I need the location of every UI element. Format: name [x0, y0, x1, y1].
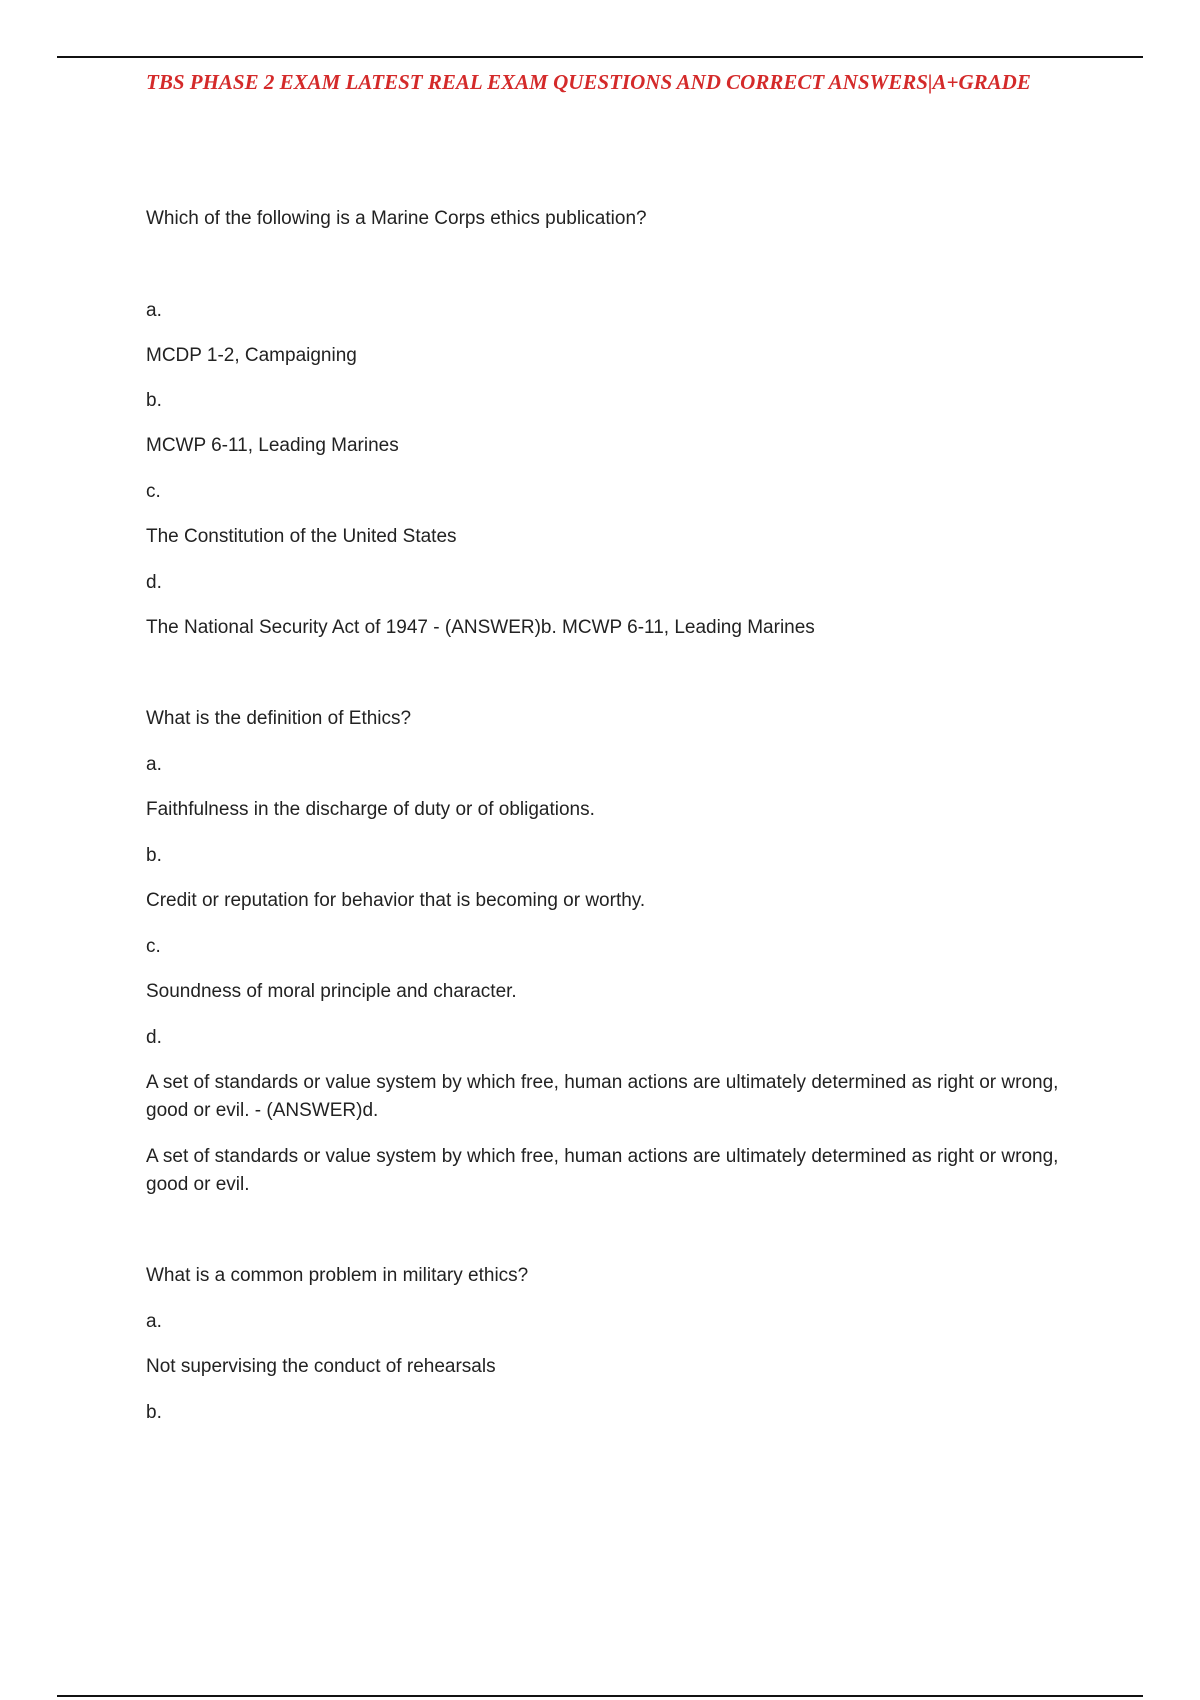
document-header-title: TBS PHASE 2 EXAM LATEST REAL EXAM QUESTIONS AND CORRECT ANSWERS|A+GRADE — [146, 70, 1031, 94]
question-1-option-d-letter: d. — [146, 572, 162, 593]
question-3-option-b-letter: b. — [146, 1402, 162, 1423]
question-3-option-a-letter: a. — [146, 1311, 162, 1332]
question-2-option-a-text: Faithfulness in the discharge of duty or of obligations. — [146, 799, 595, 820]
question-2-option-d-text: A set of standards or value system by which free, human actions are ultimately determined as right or wrong, good or evil. - (ANSWER)d. — [146, 1072, 1059, 1121]
question-2-option-c-letter: c. — [146, 936, 161, 957]
question-1-option-a-letter: a. — [146, 300, 162, 321]
question-2-option-b-letter: b. — [146, 845, 162, 866]
question-1-option-d-text: The National Security Act of 1947 - (ANSWER)b. MCWP 6-11, Leading Marines — [146, 617, 815, 638]
question-1-option-c-letter: c. — [146, 481, 161, 502]
question-1-text: Which of the following is a Marine Corps ethics publication? — [146, 208, 647, 229]
question-1-option-a-text: MCDP 1-2, Campaigning — [146, 345, 357, 366]
question-2-answer-text: A set of standards or value system by which free, human actions are ultimately determined as right or wrong, good or evil. — [146, 1146, 1059, 1195]
question-1-option-b-text: MCWP 6-11, Leading Marines — [146, 435, 399, 456]
question-2-text: What is the definition of Ethics? — [146, 708, 412, 729]
question-2-option-a-letter: a. — [146, 754, 162, 775]
question-3-text: What is a common problem in military ethics? — [146, 1265, 529, 1286]
question-2-option-d-letter: d. — [146, 1027, 162, 1048]
question-2-option-b-text: Credit or reputation for behavior that is becoming or worthy. — [146, 890, 646, 911]
question-3-option-a-text: Not supervising the conduct of rehearsals — [146, 1356, 496, 1377]
bottom-rule — [57, 1695, 1143, 1697]
top-rule — [57, 56, 1143, 58]
question-1-option-b-letter: b. — [146, 390, 162, 411]
question-1-option-c-text: The Constitution of the United States — [146, 526, 457, 547]
question-2-option-c-text: Soundness of moral principle and character. — [146, 981, 517, 1002]
